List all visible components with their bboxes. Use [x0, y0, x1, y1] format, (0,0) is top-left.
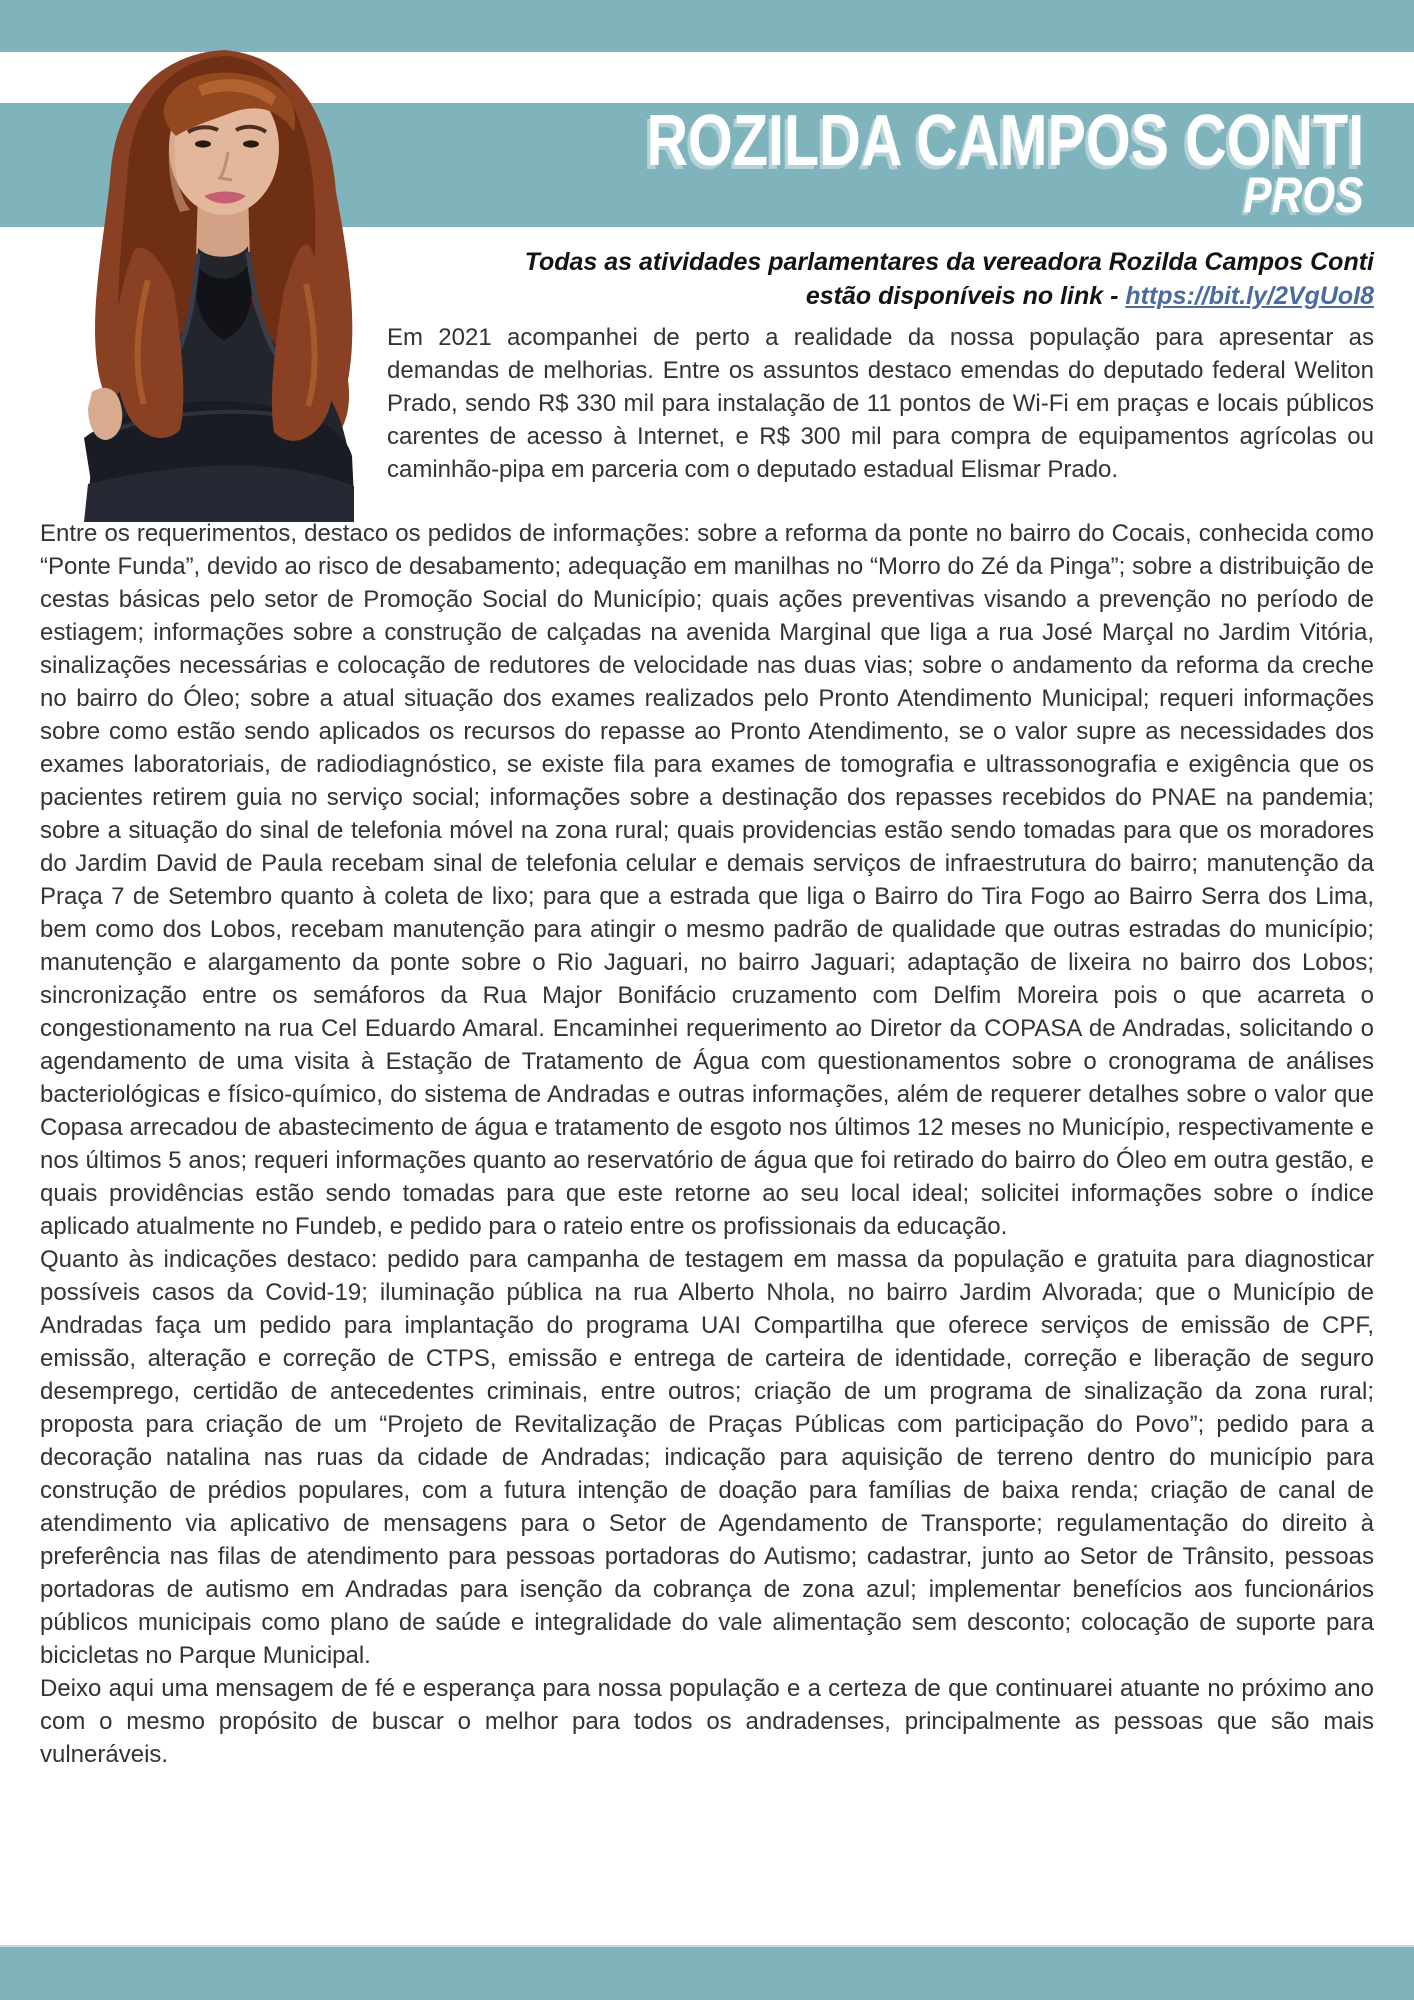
photo-text-wrap-spacer [40, 245, 387, 517]
party-label: PROS [1243, 167, 1364, 223]
paragraph-mensagem-final: Deixo aqui uma mensagem de fé e esperança para nossa população e a certeza de que continuarei atuante no próximo ano com o mesmo propósito de buscar o melhor para todos os andradenses, principalmente as pessoas que são mais vulneráveis. [40, 1675, 1374, 1768]
article-body [0, 227, 1414, 1771]
activities-link[interactable]: https://bit.ly/2VgUoI8 [1125, 282, 1374, 310]
eye-left [195, 140, 211, 147]
paragraph-emendas: Em 2021 acompanhei de perto a realidade da nossa população para apresentar as demandas de melhorias. Entre os assuntos destaco emendas do deputado federal Weliton Prado, sendo R$ 330 mil para instalação de 11 pontos de Wi-Fi em praças e locais públicos carentes de acesso à Internet, e R$ 300 mil para compra de equipamentos agrícolas ou caminhão-pipa em parceria com o deputado estadual Elismar Prado. [387, 324, 1374, 483]
paragraph-requerimentos: Entre os requerimentos, destaco os pedidos de informações: sobre a reforma da ponte no bairro do Cocais, conhecida como “Ponte Funda”, devido ao risco de desabamento; adequação em manilhas no “Morro do Zé da Pinga”; sobre a distribuição de cestas básicas pelo setor de Promoção Social do Município; quais ações preventivas visando a prevenção no período de estiagem; informações sobre a construção de calçadas na avenida Marginal que liga a rua José Marçal no Jardim Vitória, sinalizações necessárias e colocação de redutores de velocidade nas duas vias; sobre o andamento da reforma da creche no bairro do Óleo; sobre a atual situação dos exames realizados pelo Pronto Atendimento Municipal; requeri informações sobre como estão sendo aplicados os recursos do repasse ao Pronto Atendimento, se o valor supre as necessidades dos exames laboratoriais, de radiodiagnóstico, se existe fila para exames de tomografia e ultrassonografia e exigência que os pacientes retirem guia no serviço social; informações sobre a destinação dos repasses recebidos do PNAE na pandemia; sobre a situação do sinal de telefonia móvel na zona rural; quais providencias estão sendo tomadas para que os moradores do Jardim David de Paula recebam sinal de telefonia celular e demais serviços de infraestrutura do bairro; manutenção da Praça 7 de Setembro quanto à coleta de lixo; para que a estrada que liga o Bairro do Tira Fogo ao Bairro Serra dos Lima, bem como dos Lobos, recebam manutenção para atingir o mesmo padrão de qualidade que outras estradas do município; manutenção e alargamento da ponte sobre o Rio Jaguari, no bairro Jaguari; adaptação de lixeira no bairro dos Lobos; sincronização entre os semáforos da Rua Major Bonifácio cruzamento com Delfim Moreira pois o que acarreta o congestionamento na rua Cel Eduardo Amaral. Encaminhei requerimento ao Diretor da COPASA de Andradas, solicitando o agendamento de uma visita à Estação de Tratamento de Água com questionamentos sobre o cronograma de análises bacteriológicas e físico-químico, do sistema de Andradas e outras informações, além de requerer detalhes sobre o valor que Copasa arrecadou de abastecimento de água e tratamento de esgoto nos últimos 12 meses no Município, respectivamente e nos últimos 5 anos; requeri informações quanto ao reservatório de água que foi retirado do bairro do Óleo em outra gestão, e quais providências estão sendo tomadas para que este retorne ao seu local ideal; solicitei informações sobre o índice aplicado atualmente no Fundeb, e pedido para o rateio entre os profissionais da educação. [40, 520, 1374, 1240]
intro-line1: Todas as atividades parlamentares da vereadora Rozilda Campos Conti [524, 248, 1374, 276]
paragraph-indicacoes: Quanto às indicações destaco: pedido para campanha de testagem em massa da população e gratuita para diagnosticar possíveis casos da Covid-19; iluminação pública na rua Alberto Nhola, no bairro Jardim Alvorada; que o Município de Andradas faça um pedido para implantação do programa UAI Compartilha que oferece serviços de emissão de CPF, emissão, alteração e correção de CTPS, emissão e entrega de carteira de identidade, correção e liberação de seguro desemprego, certidão de antecedentes criminais, entre outros; criação de um programa de sinalização da zona rural; proposta para criação de um “Projeto de Revitalização de Praças Públicas com participação do Povo”; pedido para a decoração natalina nas ruas da cidade de Andradas; indicação para aquisição de terreno dentro do município para construção de prédios populares, com a futura intenção de doação para famílias de baixa renda; criação de canal de atendimento via aplicativo de mensagens para o Setor de Agendamento de Transporte; regulamentação do direito à preferência nas filas de atendimento para pessoas portadoras do Autismo; cadastrar, junto ao Setor de Trânsito, pessoas portadoras de autismo em Andradas para isenção da cobrança de zona azul; implementar benefícios aos funcionários públicos municipais como plano de saúde e integralidade do vale alimentação sem desconto; colocação de suporte para bicicletas no Parque Municipal. [40, 1246, 1374, 1669]
intro-line2-prefix: estão disponíveis no link - [805, 282, 1126, 310]
eye-right [243, 140, 259, 147]
page-title: ROZILDA CAMPOS CONTI [646, 101, 1364, 181]
bottom-accent-bar [0, 1945, 1414, 2000]
